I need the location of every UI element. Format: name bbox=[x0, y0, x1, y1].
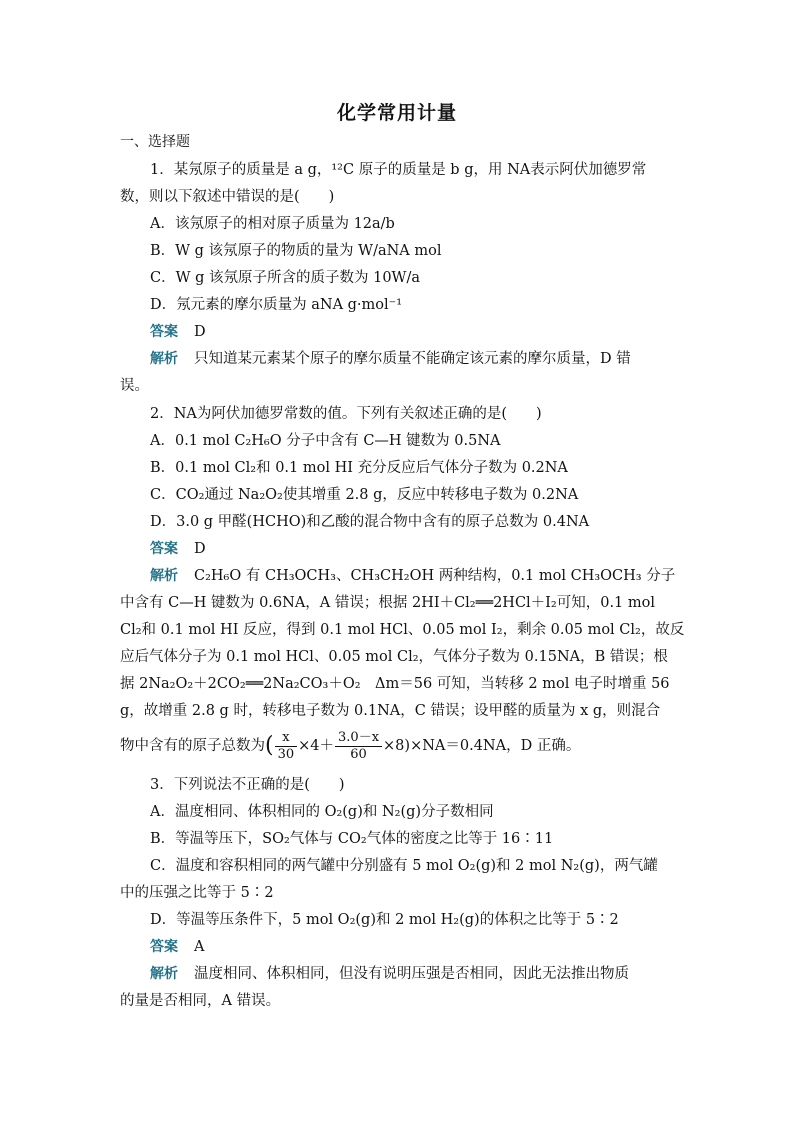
q1-option-a: A．该氖原子的相对原子质量为 12a/b bbox=[150, 216, 395, 232]
q1-option-d: D．氖元素的摩尔质量为 aNA g·mol⁻¹ bbox=[150, 297, 403, 313]
analysis-text: 温度相同、体积相同，但没有说明压强是否相同，因此无法推出物质 bbox=[194, 966, 629, 982]
q2-answer bbox=[150, 539, 710, 559]
fraction-remainder-over-60 bbox=[335, 730, 382, 763]
q3-option-d: D．等温等压条件下，5 mol O₂(g)和 2 mol H₂(g)的体积之比等于 5∶2 bbox=[150, 912, 619, 928]
q3-analysis-line2: 的量是否相同，A 错误。 bbox=[120, 993, 281, 1009]
analysis-label: 解析 bbox=[150, 966, 178, 982]
q3-option-b: B．等温等压下，SO₂气体与 CO₂气体的密度之比等于 16∶11 bbox=[150, 831, 554, 847]
q3-option-a: A．温度相同、体积相同的 O₂(g)和 N₂(g)分子数相同 bbox=[150, 804, 494, 820]
analysis-text: 只知道某元素某个原子的摩尔质量不能确定该元素的摩尔质量，D 错 bbox=[194, 351, 631, 367]
q2-analysis-line7 bbox=[120, 728, 680, 764]
q2-analysis-line2: 中含有 C—H 键数为 0.6NA，A 错误；根据 2HI＋Cl₂══2HCl＋I₂可知，0.1 mol bbox=[120, 595, 656, 611]
analysis-text-mid: ×4＋ bbox=[298, 738, 335, 754]
analysis-text-pre: 物中含有的原子总数为 bbox=[120, 738, 265, 754]
q2-option-b: B．0.1 mol Cl₂和 0.1 mol HI 充分反应后气体分子数为 0.2NA bbox=[150, 460, 568, 476]
analysis-text-post: ×8)×NA＝0.4NA，D 正确。 bbox=[383, 738, 581, 754]
analysis-text: C₂H₆O 有 CH₃OCH₃、CH₃CH₂OH 两种结构，0.1 mol CH₃OCH₃ 分子 bbox=[194, 568, 676, 584]
q1-stem-line2: 数，则以下叙述中错误的是( ) bbox=[120, 189, 335, 205]
page-title: 化学常用计量 bbox=[336, 102, 457, 124]
q1-analysis-line1 bbox=[150, 349, 710, 369]
q3-option-c: C．温度和容积相同的两气罐中分别盛有 5 mol O₂(g)和 2 mol N₂(g)，两气罐 bbox=[150, 858, 658, 874]
open-paren: ( bbox=[265, 733, 274, 758]
q2-option-c: C．CO₂通过 Na₂O₂使其增重 2.8 g，反应中转移电子数为 0.2NA bbox=[150, 487, 579, 503]
q2-analysis-line5: 据 2Na₂O₂＋2CO₂══2Na₂CO₃＋O₂ Δm＝56 可知，当转移 2 mol 电子时增重 56 bbox=[120, 676, 670, 692]
q1-option-b: B．W g 该氖原子的物质的量为 W/aNA mol bbox=[150, 243, 442, 259]
fraction-denominator: 30 bbox=[277, 746, 295, 762]
fraction-numerator: 3.0－x bbox=[335, 730, 382, 747]
answer-value: D bbox=[194, 324, 206, 340]
q2-analysis-line3: Cl₂和 0.1 mol HI 反应，得到 0.1 mol HCl、0.05 mol I₂，剩余 0.05 mol Cl₂，故反 bbox=[120, 622, 685, 638]
analysis-label: 解析 bbox=[150, 568, 178, 584]
q1-answer bbox=[150, 322, 710, 342]
fraction-numerator: x bbox=[275, 730, 298, 747]
q3-option-c-cont: 中的压强之比等于 5∶2 bbox=[120, 885, 274, 901]
analysis-label: 解析 bbox=[150, 351, 178, 367]
q2-stem: 2．NA为阿伏加德罗常数的值。下列有关叙述正确的是( ) bbox=[150, 406, 542, 422]
q3-stem: 3．下列说法不正确的是( ) bbox=[150, 777, 345, 793]
q3-analysis-line1 bbox=[150, 964, 710, 984]
q1-stem-line1: 1．某氖原子的质量是 a g，¹²C 原子的质量是 b g，用 NA表示阿伏加德罗常 bbox=[150, 162, 647, 178]
answer-label: 答案 bbox=[150, 541, 178, 557]
q2-analysis-line1 bbox=[150, 566, 710, 586]
fraction-denominator: 60 bbox=[350, 746, 367, 762]
answer-label: 答案 bbox=[150, 324, 178, 340]
q3-answer bbox=[150, 937, 710, 957]
q2-analysis-line6: g，故增重 2.8 g 时，转移电子数为 0.1NA，C 错误；设甲醛的质量为 x g，则混合 bbox=[120, 703, 661, 719]
q1-analysis-line2: 误。 bbox=[120, 378, 149, 394]
answer-value: A bbox=[194, 939, 205, 955]
q2-option-d: D．3.0 g 甲醛(HCHO)和乙酸的混合物中含有的原子总数为 0.4NA bbox=[150, 514, 590, 530]
answer-label: 答案 bbox=[150, 939, 178, 955]
fraction-x-over-30 bbox=[275, 730, 298, 763]
section-heading: 一、选择题 bbox=[120, 134, 190, 150]
q1-option-c: C．W g 该氖原子所含的质子数为 10W/a bbox=[150, 270, 420, 286]
q2-analysis-line4: 应后气体分子为 0.1 mol HCl、0.05 mol Cl₂，气体分子数为 0.15NA，B 错误；根 bbox=[120, 649, 668, 665]
q2-option-a: A．0.1 mol C₂H₆O 分子中含有 C—H 键数为 0.5NA bbox=[150, 433, 501, 449]
answer-value: D bbox=[194, 541, 206, 557]
